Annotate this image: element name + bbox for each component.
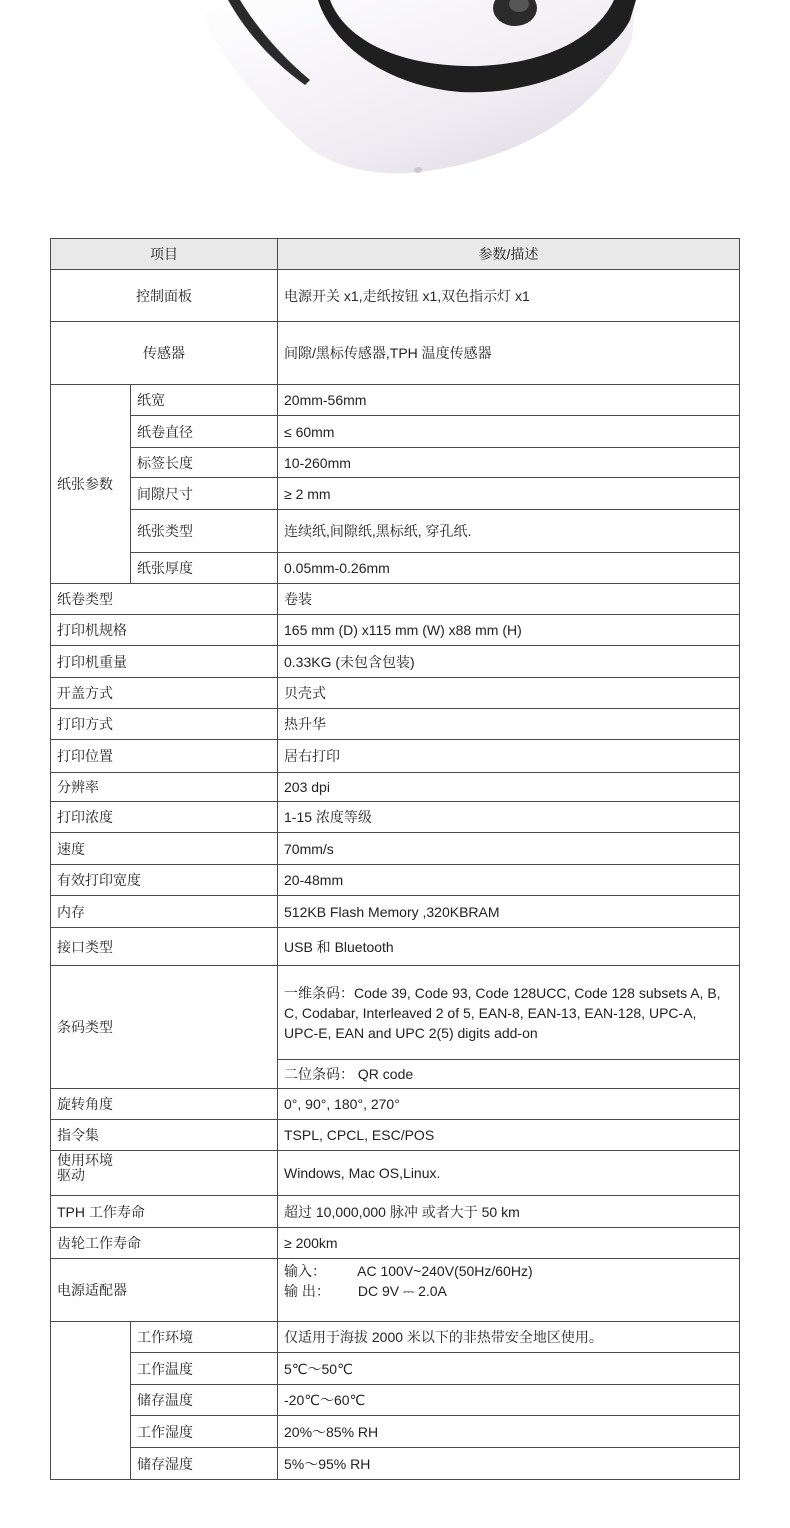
row-label: 纸卷类型: [51, 584, 278, 615]
row-value: 165 mm (D) x115 mm (W) x88 mm (H): [278, 615, 740, 646]
row-label: 电源适配器: [51, 1259, 278, 1322]
table-row: [51, 678, 740, 709]
table-row: [51, 1259, 740, 1322]
table-row: [51, 896, 740, 928]
table-row: [51, 740, 740, 773]
table-row: [51, 270, 740, 322]
row-label: 内存: [51, 896, 278, 928]
row-label: 纸宽: [131, 385, 278, 416]
power-output-value: DC 9V ⎓ 2.0A: [357, 1283, 447, 1299]
row-value: 20-48mm: [278, 865, 740, 896]
row-label: 旋转角度: [51, 1089, 278, 1120]
table-row: [51, 1448, 740, 1480]
table-row: [51, 584, 740, 615]
row-value: 0°, 90°, 180°, 270°: [278, 1089, 740, 1120]
power-input-value: AC 100V~240V(50Hz/60Hz): [357, 1263, 533, 1279]
table-row: [51, 1120, 740, 1151]
row-value: 5%～95% RH: [278, 1448, 740, 1480]
row-label: 纸张类型: [131, 510, 278, 553]
power-value: [278, 1259, 740, 1322]
row-label: 打印机规格: [51, 615, 278, 646]
table-row: [51, 773, 740, 802]
row-label: 打印位置: [51, 740, 278, 773]
row-value: 0.33KG (未包含包装): [278, 646, 740, 678]
row-value: 70mm/s: [278, 833, 740, 865]
table-row: [51, 448, 740, 478]
row-label: 速度: [51, 833, 278, 865]
table-row: [51, 709, 740, 740]
barcode-label: 条码类型: [51, 966, 278, 1089]
row-label: 工作湿度: [131, 1416, 278, 1448]
row-value: -20℃～60℃: [278, 1385, 740, 1416]
power-input-label: 输入：: [284, 1263, 326, 1279]
row-value: 20%～85% RH: [278, 1416, 740, 1448]
row-value: 512KB Flash Memory ,320KBRAM: [278, 896, 740, 928]
row-label: 分辨率: [51, 773, 278, 802]
row-label: 储存湿度: [131, 1448, 278, 1480]
table-row: [51, 1228, 740, 1259]
table-row: [51, 1385, 740, 1416]
row-value: 居右打印: [278, 740, 740, 773]
row-value: 203 dpi: [278, 773, 740, 802]
row-label: 工作环境: [131, 1322, 278, 1353]
row-label: 有效打印宽度: [51, 865, 278, 896]
table-row: [51, 385, 740, 416]
table-row: [51, 833, 740, 865]
row-label: 间隙尺寸: [131, 478, 278, 510]
table-row: [51, 1196, 740, 1228]
row-value: 电源开关 x1,走纸按钮 x1,双色指示灯 x1: [278, 270, 740, 322]
row-label: 标签长度: [131, 448, 278, 478]
barcode-1d-value: 一维条码：Code 39, Code 93, Code 128UCC, Code 128 subsets A, B, C, Codabar, Interleaved 2 of 5, EAN-8, EAN-13, EAN-128, UPC-A, UPC-E, EAN and UPC 2(5) digits add-on: [278, 966, 740, 1060]
row-value: ≥ 2 mm: [278, 478, 740, 510]
row-value: 仅适用于海拔 2000 米以下的非热带安全地区使用。: [278, 1322, 740, 1353]
environment-group-blank: [51, 1322, 131, 1480]
row-label: TPH 工作寿命: [51, 1196, 278, 1228]
row-value: Windows, Mac OS,Linux.: [278, 1151, 740, 1196]
paper-group-label: 纸张参数: [51, 385, 131, 584]
table-row: [51, 553, 740, 584]
row-value: ≥ 200km: [278, 1228, 740, 1259]
row-label: 传感器: [51, 322, 278, 385]
row-value: USB 和 Bluetooth: [278, 928, 740, 966]
row-label: 控制面板: [51, 270, 278, 322]
table-row: [51, 966, 740, 1060]
table-row: [51, 646, 740, 678]
table-row: [51, 928, 740, 966]
row-label: 接口类型: [51, 928, 278, 966]
header-item: 项目: [51, 239, 278, 270]
table-row: [51, 510, 740, 553]
row-label: 打印浓度: [51, 802, 278, 833]
row-label: 工作温度: [131, 1353, 278, 1385]
row-label: 储存温度: [131, 1385, 278, 1416]
barcode-2d-value: 二位条码： QR code: [278, 1060, 740, 1089]
row-value: 5℃～50℃: [278, 1353, 740, 1385]
row-value: 连续纸,间隙纸,黑标纸, 穿孔纸.: [278, 510, 740, 553]
row-value: TSPL, CPCL, ESC/POS: [278, 1120, 740, 1151]
driver-label-line1: 使用环境: [57, 1152, 113, 1168]
table-row: [51, 1353, 740, 1385]
row-value: 20mm-56mm: [278, 385, 740, 416]
table-row: [51, 1151, 740, 1196]
row-label: 开盖方式: [51, 678, 278, 709]
table-row: [51, 802, 740, 833]
table-row: [51, 1416, 740, 1448]
table-header-row: [51, 239, 740, 270]
driver-label-line2: 驱动: [57, 1167, 85, 1183]
row-label: 打印机重量: [51, 646, 278, 678]
table-row: [51, 615, 740, 646]
row-value: 0.05mm-0.26mm: [278, 553, 740, 584]
row-label: 纸张厚度: [131, 553, 278, 584]
row-value: 超过 10,000,000 脉冲 或者大于 50 km: [278, 1196, 740, 1228]
table-row: [51, 478, 740, 510]
power-output-label: 输 出：: [284, 1283, 330, 1299]
row-value: 热升华: [278, 709, 740, 740]
table-row: [51, 1089, 740, 1120]
row-label: 指令集: [51, 1120, 278, 1151]
printer-photo: [0, 0, 790, 200]
table-row: [51, 865, 740, 896]
row-value: 10-260mm: [278, 448, 740, 478]
row-value: 间隙/黑标传感器,TPH 温度传感器: [278, 322, 740, 385]
row-label: 齿轮工作寿命: [51, 1228, 278, 1259]
driver-label: [51, 1151, 278, 1196]
row-value: 贝壳式: [278, 678, 740, 709]
row-value: 卷装: [278, 584, 740, 615]
header-param: 参数/描述: [278, 239, 740, 270]
row-value: 1-15 浓度等级: [278, 802, 740, 833]
row-label: 打印方式: [51, 709, 278, 740]
table-row: [51, 322, 740, 385]
row-label: 纸卷直径: [131, 416, 278, 448]
table-row: [51, 416, 740, 448]
spec-table: [50, 238, 740, 1480]
table-row: [51, 1322, 740, 1353]
row-value: ≤ 60mm: [278, 416, 740, 448]
